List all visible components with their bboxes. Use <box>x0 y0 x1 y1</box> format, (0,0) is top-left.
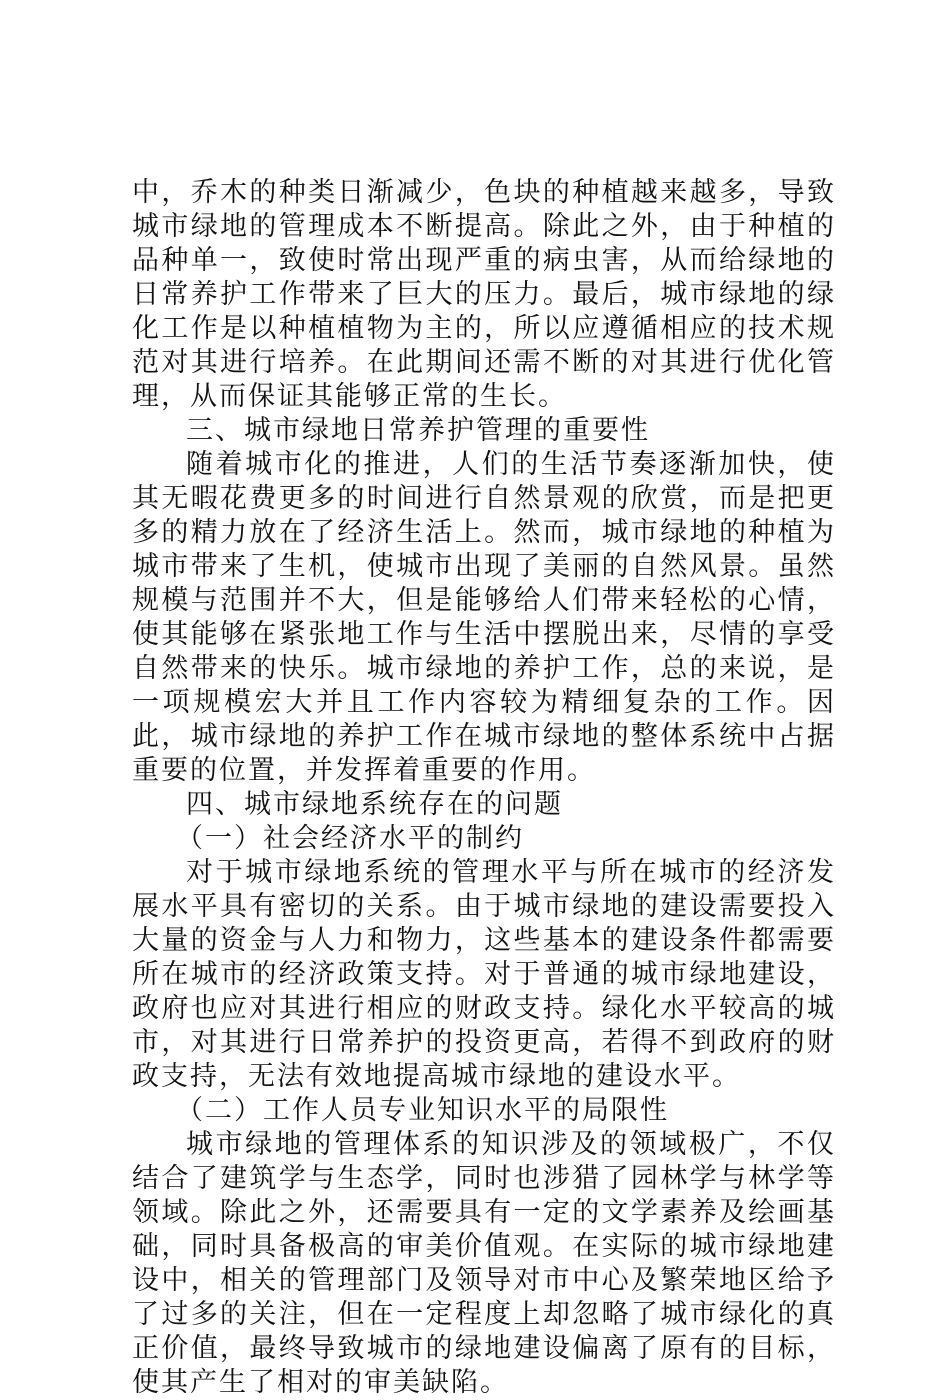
paragraph-importance: 随着城市化的推进，人们的生活节奏逐渐加快，使其无暇花费更多的时间进行自然景观的欣赏，而是把更多的精力放在了经济生活上。然而，城市绿地的种植为城市带来了生机，使城市出现了美丽的自然风景。虽然规模与范围并不大，但是能够给人们带来轻松的心情，使其能够在紧张地工作与生活中摆脱出来，尽情的享受自然带来的快乐。城市绿地的养护工作，总的来说，是一项规模宏大并且工作内容较为精细复杂的工作。因此，城市绿地的养护工作在城市绿地的整体系统中占据重要的位置，并发挥着重要的作用。 <box>132 449 836 786</box>
subsection-heading-2: （二）工作人员专业知识水平的局限性 <box>176 1095 669 1126</box>
paragraph-economic: 对于城市绿地系统的管理水平与所在城市的经济发展水平具有密切的关系。由于城市绿地的建设需要投入大量的资金与人力和物力，这些基本的建设条件都需要所在城市的经济政策支持。对于普通的城市绿地建设，政府也应对其进行相应的财政支持。绿化水平较高的城市，对其进行日常养护的投资更高，若得不到政府的财政支持，无法有效地提高城市绿地的建设水平。 <box>132 857 836 1092</box>
section-heading-4: 四、城市绿地系统存在的问题 <box>186 789 563 820</box>
section-heading-3: 三、城市绿地日常养护管理的重要性 <box>186 415 650 446</box>
paragraph-staff-knowledge: 城市绿地的管理体系的知识涉及的领域极广，不仅结合了建筑学与生态学，同时也涉猎了园林学与林学等领域。除此之外，还需要具有一定的文学素养及绘画基础，同时具备极高的审美价值观。在实际的城市绿地建设中，相关的管理部门及领导对市中心及繁荣地区给予了过多的关注，但在一定程度上却忽略了城市绿化的真正价值，最终导致城市的绿地建设偏离了原有的目标，使其产生了相对的审美缺陷。 <box>132 1129 836 1398</box>
paragraph-continuation: 中，乔木的种类日渐减少，色块的种植越来越多，导致城市绿地的管理成本不断提高。除此之外，由于种植的品种单一，致使时常出现严重的病虫害，从而给绿地的日常养护工作带来了巨大的压力。最后，城市绿地的绿化工作是以种植植物为主的，所以应遵循相应的技术规范对其进行培养。在此期间还需不断的对其进行优化管理，从而保证其能够正常的生长。 <box>132 177 836 412</box>
document-body <box>132 176 836 1400</box>
subsection-heading-1: （一）社会经济水平的制约 <box>176 823 524 854</box>
